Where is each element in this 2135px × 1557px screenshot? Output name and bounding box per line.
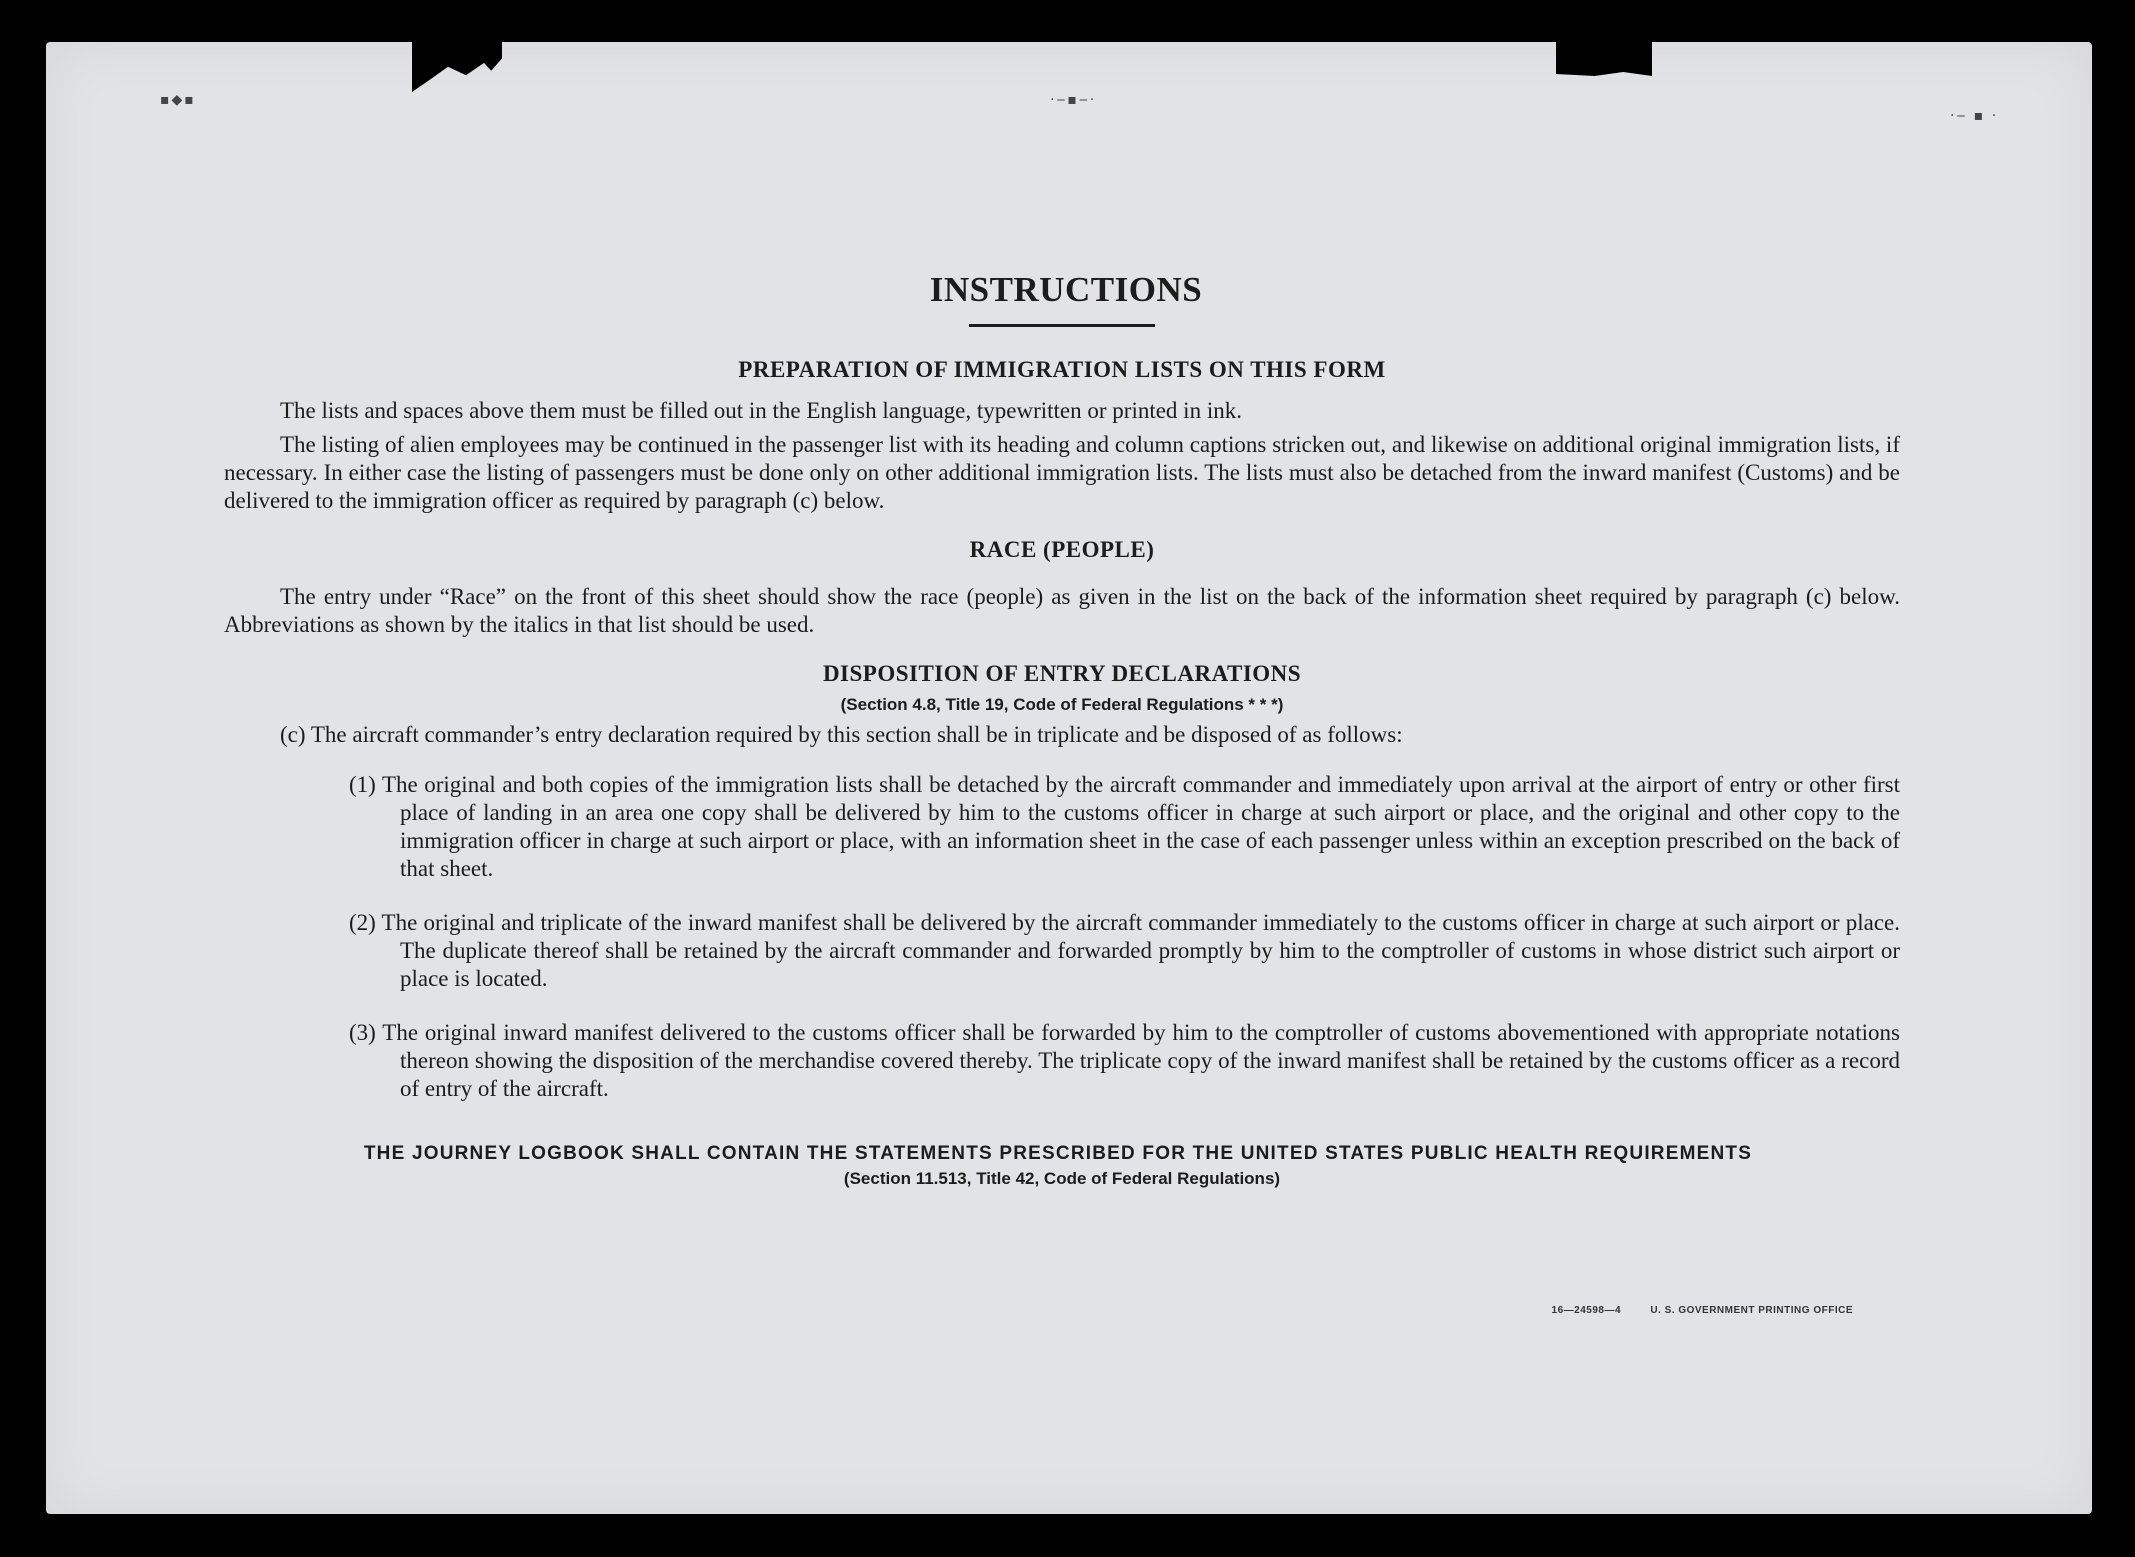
instructions-content [224, 270, 1900, 1189]
page-title: INSTRUCTIONS [929, 270, 1203, 309]
section-heading-race: RACE (PEOPLE) [969, 537, 1155, 562]
scan-specks-mid: ·‒▪‒· [1050, 92, 1097, 108]
scan-specks-right: ·‒ ▪ · [1950, 108, 1999, 124]
section-heading-disposition: DISPOSITION OF ENTRY DECLARATIONS [822, 661, 1302, 686]
printer-name: U. S. GOVERNMENT PRINTING OFFICE [1650, 1305, 1853, 1316]
list-item-2: (2) The original and triplicate of the inward manifest shall be delivered by the aircraft commander immediately to the customs officer in charge at such airport or place. The duplicate thereof shall be retained by the aircraft commander and forwarded promptly by him to the comptroller of customs in whose district such airport or place is located. [349, 910, 1900, 991]
section-citation: (Section 4.8, Title 19, Code of Federal Regulations * * *) [840, 695, 1284, 714]
list-item-3: (3) The original inward manifest delivered to the customs officer shall be forwarded by him to the comptroller of customs abovementioned with appropriate notations thereon showing the disposition of the merchandise covered thereby. The triplicate copy of the inward manifest shall be retained by the customs officer as a record of entry of the aircraft. [349, 1020, 1900, 1101]
paragraph-race: The entry under “Race” on the front of this sheet should show the race (people) as given in the list on the back of the information sheet required by paragraph (c) below. Abbreviations as shown by the italics in that list should be used. [224, 584, 1900, 637]
torn-edge-right [1556, 36, 1652, 76]
paragraph-language: The lists and spaces above them must be filled out in the English language, typewritten or printed in ink. [280, 398, 1242, 423]
scan-specks-left: ▪◆▪ [160, 92, 196, 108]
form-number: 16—24598—4 [1551, 1305, 1622, 1316]
list-item-1: (1) The original and both copies of the immigration lists shall be detached by the aircraft commander and immediately upon arrival at the airport of entry or other first place of landing in an area one copy shall be delivered by him to the customs officer in charge at such airport or place, and the original and other copy to the immigration officer in charge at such airport or place, with an information sheet in the case of each passenger unless within an exception prescribed on the back of that sheet. [349, 772, 1900, 881]
printer-imprint [1552, 1305, 1853, 1316]
footer-citation: (Section 11.513, Title 42, Code of Federal Regulations) [843, 1169, 1281, 1188]
paragraph-subsection-c: (c) The aircraft commander’s entry declaration required by this section shall be in triplicate and be disposed of as follows: [280, 722, 1403, 747]
paragraph-alien-employees: The listing of alien employees may be continued in the passenger list with its heading and column captions stricken out, and likewise on additional original immigration lists, if necessary. In either case the listing of passengers must be done only on other additional immigration lists. The lists must also be detached from the inward manifest (Customs) and be delivered to the immigration officer as required by paragraph (c) below. [224, 432, 1900, 513]
title-underline [969, 324, 1155, 327]
section-heading-preparation: PREPARATION OF IMMIGRATION LISTS ON THIS FORM [738, 357, 1386, 382]
footer-heading: THE JOURNEY LOGBOOK SHALL CONTAIN THE STATEMENTS PRESCRIBED FOR THE UNITED STATES PUBLIC HEALTH REQUIREMENTS [363, 1143, 1753, 1164]
